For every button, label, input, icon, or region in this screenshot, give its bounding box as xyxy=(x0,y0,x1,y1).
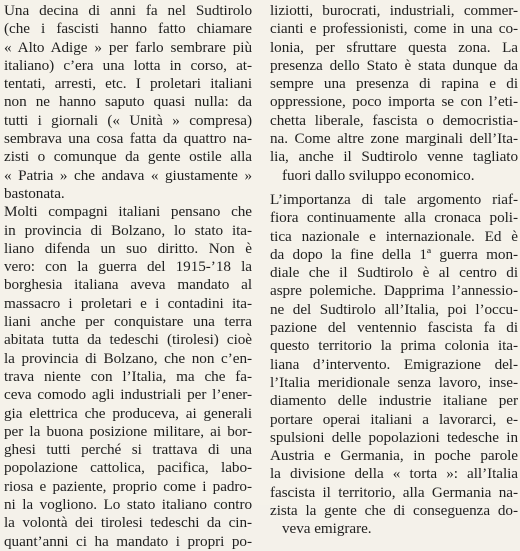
text-line: (che i fascisti hanno fatto chiamare xyxy=(4,20,252,38)
text-line: « Patria » che andava « giustamente » xyxy=(4,166,252,184)
text-line: diale che il Sudtirolo è al centro di xyxy=(270,264,518,282)
text-line: per la buona posizione militare, ai bor- xyxy=(4,422,252,440)
text-line: tica nazionale e internazionale. Ed è xyxy=(270,227,518,245)
text-line: la volontà dei tirolesi tedeschi da cin- xyxy=(4,514,252,532)
text-line: popolazione cattolica, pacifica, labo- xyxy=(4,459,252,477)
text-line: chetta liberale, fascista o democristia- xyxy=(270,111,518,129)
left-column xyxy=(4,2,252,551)
text-line: lia, anche il Sudtirolo venne tagliato xyxy=(270,148,518,166)
text-line: trava niente con l’Italia, ma che fa- xyxy=(4,367,252,385)
text-line: ne del Sudtirolo all’Italia, poi l’occu- xyxy=(270,300,518,318)
text-line: sempre una presenza di rapina e di xyxy=(270,75,518,93)
text-line: ni la vogliono. Lo stato italiano contro xyxy=(4,496,252,514)
text-line: ghesi tutti perché si trattava di una xyxy=(4,441,252,459)
text-line: fascista il territorio, alla Germania na- xyxy=(270,483,518,501)
text-line: tentati, arresti, etc. I proletari italiani xyxy=(4,75,252,93)
text-line: Molti compagni italiani pensano che xyxy=(4,203,252,221)
paragraph-2 xyxy=(4,203,252,551)
text-line: tutti i giornali (« Unità » compresa) xyxy=(4,111,252,129)
text-line: sembrava una cosa fatta da quattro na- xyxy=(4,130,252,148)
text-line: la divisione della « torta »: all’Italia xyxy=(270,465,518,483)
text-line: quant’anni ci ha mandato i propri po- xyxy=(4,532,252,550)
text-line: abitata tutta da tedeschi (tirolesi) cioè xyxy=(4,331,252,349)
text-line: lonia, per sfruttare questa zona. La xyxy=(270,38,518,56)
text-line: bastonata. xyxy=(4,184,65,202)
text-line: presenza dello Stato è stata dunque da xyxy=(270,56,518,74)
text-line: liani anche per conquistare una terra xyxy=(4,313,252,331)
text-line: oppressione, poco importa se con l’eti- xyxy=(270,93,518,111)
text-line: cianti e professionisti, come in una co- xyxy=(270,20,518,38)
text-line: italiano) c’era una lotta in corso, at- xyxy=(4,56,252,74)
text-line: portare operai italiani a lavorarci, e- xyxy=(270,410,518,428)
text-line: Austria e Germania, in poche parole xyxy=(270,447,518,465)
text-line: veva emigrare. xyxy=(282,520,372,538)
text-line: Una decina di anni fa nel Sudtirolo xyxy=(4,2,252,19)
text-line: L’importanza di tale argomento riaf- xyxy=(270,190,518,208)
text-line: questo territorio la prima colonia ita- xyxy=(270,337,518,355)
text-line: fiora continuamente alla cronaca poli- xyxy=(270,209,518,227)
text-line: fuori dallo sviluppo economico. xyxy=(282,166,475,184)
text-line: ceva comodo agli industriali per l’ener- xyxy=(4,386,252,404)
text-line: vero: con la guerra del 1915-’18 la xyxy=(4,258,252,276)
text-line: zisti o comunque da gente ostile alla xyxy=(4,148,252,166)
text-line: liziotti, burocrati, industriali, commer- xyxy=(270,2,518,19)
text-line: l’Italia meridionale senza lavoro, inse- xyxy=(270,373,518,391)
text-line: massacro i proletari e i contadini ita- xyxy=(4,294,252,312)
text-line: da dopo la fine della 1ª guerra mon- xyxy=(270,245,518,263)
text-line: in provincia di Bolzano, lo stato ita- xyxy=(4,221,252,239)
text-line: riosa e paziente, proprio come i padro- xyxy=(4,477,252,495)
text-line: na. Come altre zone marginali dell’Ita- xyxy=(270,130,518,148)
text-line: diamento delle industrie italiane per xyxy=(270,392,518,410)
text-line: zista la gente che di conseguenza do- xyxy=(270,502,518,520)
text-line: la provincia di Bolzano, che non c’en- xyxy=(4,349,252,367)
text-line: non ne hanno saputo quasi nulla: da xyxy=(4,93,252,111)
paragraph-1 xyxy=(4,2,252,203)
text-line: gia elettrica che produceva, ai generali xyxy=(4,404,252,422)
text-line: borghesia italiana aveva mandato al xyxy=(4,276,252,294)
text-line: liano difenda un suo diritto. Non è xyxy=(4,239,252,257)
paragraph-3 xyxy=(270,2,518,185)
paragraph-4 xyxy=(270,191,518,539)
text-line: aspre polemiche. Dapprima l’annessio- xyxy=(270,282,518,300)
text-line: pazione del ventennio fascista fa di xyxy=(270,319,518,337)
text-line: spulsioni delle popolazioni tedesche in xyxy=(270,428,518,446)
right-column xyxy=(270,2,518,539)
text-line: « Alto Adige » per farlo sembrare più xyxy=(4,38,252,56)
text-line: liana d’intervento. Emigrazione del- xyxy=(270,355,518,373)
